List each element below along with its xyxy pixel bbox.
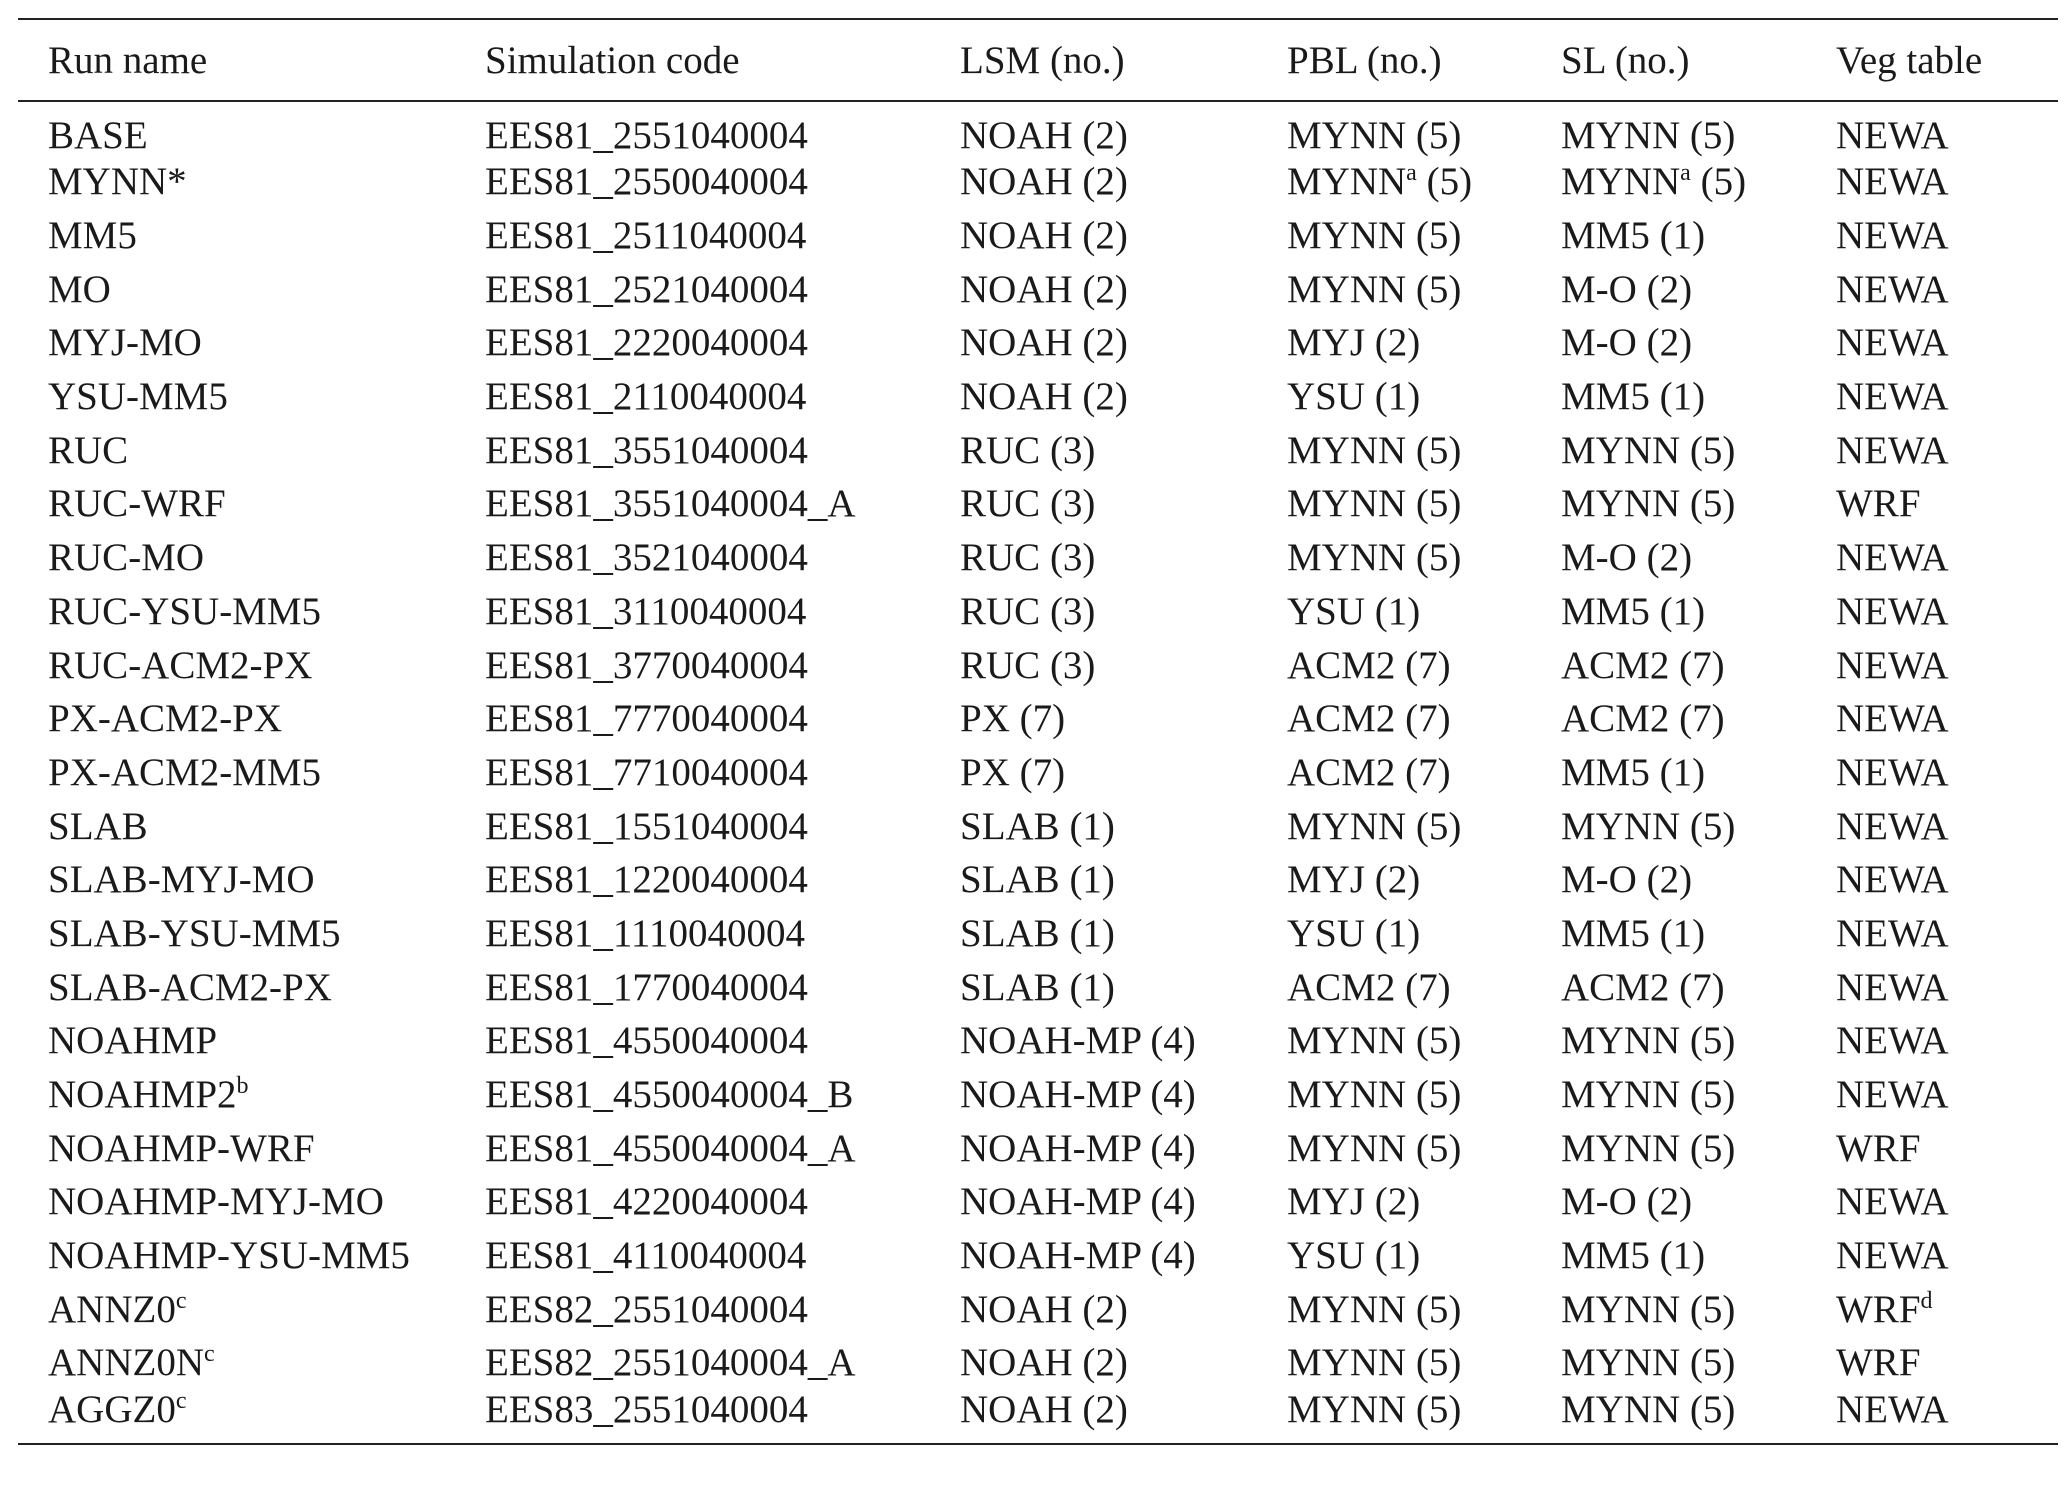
- cell-run-name-text: SLAB-ACM2-PX: [48, 965, 332, 1009]
- cell-veg-table-text: NEWA: [1836, 428, 1949, 472]
- cell-pbl: [1287, 1175, 1561, 1229]
- cell-veg-table: [1836, 585, 2058, 639]
- cell-pbl-text: YSU (1): [1287, 1234, 1421, 1278]
- cell-sl: [1561, 155, 1836, 209]
- cell-run-name-text: RUC-MO: [48, 536, 205, 580]
- cell-pbl: [1287, 1387, 1561, 1444]
- cell-sl: [1561, 1121, 1836, 1175]
- cell-pbl: [1287, 1229, 1561, 1283]
- cell-pbl: [1287, 155, 1561, 209]
- cell-sl: [1561, 692, 1836, 746]
- cell-sl: [1561, 1229, 1836, 1283]
- cell-sl-text: MYNN (5): [1561, 804, 1736, 848]
- cell-veg-table-text: WRF: [1836, 1341, 1921, 1385]
- cell-sl: [1561, 209, 1836, 263]
- cell-run-name: [18, 960, 485, 1014]
- cell-sl-text: M-O (2): [1561, 536, 1693, 580]
- cell-run-name: [18, 477, 485, 531]
- cell-sl-text: MM5 (1): [1561, 214, 1706, 258]
- cell-run-name: [18, 262, 485, 316]
- cell-sl-text: MYNN (5): [1561, 114, 1736, 157]
- cell-simulation-code: EES82_2551040004_A: [485, 1341, 856, 1385]
- cell-run-name-text: NOAHMP-MYJ-MO: [48, 1180, 384, 1224]
- cell-sl: [1561, 960, 1836, 1014]
- cell-lsm: NOAH (2): [960, 214, 1128, 258]
- cell-lsm: RUC (3): [960, 643, 1096, 687]
- cell-lsm: PX (7): [960, 750, 1066, 794]
- cell-pbl: [1287, 101, 1561, 155]
- cell-run-name-text: MM5: [48, 214, 137, 258]
- cell-run-name: [18, 1121, 485, 1175]
- cell-pbl-text: MYNN (5): [1287, 1287, 1462, 1331]
- cell-sl: [1561, 370, 1836, 424]
- cell-lsm: NOAH-MP (4): [960, 1234, 1196, 1278]
- cell-lsm: SLAB (1): [960, 965, 1115, 1009]
- cell-run-name: [18, 531, 485, 585]
- cell-sl-text: ACM2 (7): [1561, 697, 1725, 741]
- cell-sl: [1561, 531, 1836, 585]
- cell-pbl: [1287, 1121, 1561, 1175]
- table-row: [18, 960, 2058, 1014]
- cell-sl-suffix: (5): [1690, 160, 1747, 204]
- cell-sl-text: MM5 (1): [1561, 750, 1706, 794]
- cell-sl-text: MM5 (1): [1561, 911, 1706, 955]
- cell-sl-text: MYNN (5): [1561, 1287, 1736, 1331]
- cell-sl: [1561, 262, 1836, 316]
- table-row: [18, 1229, 2058, 1283]
- cell-sl: [1561, 1175, 1836, 1229]
- header-row: [18, 19, 2058, 101]
- cell-lsm: RUC (3): [960, 589, 1096, 633]
- cell-simulation-code: EES81_4550040004_B: [485, 1073, 854, 1117]
- cell-veg-table: [1836, 423, 2058, 477]
- cell-run-name: [18, 316, 485, 370]
- cell-pbl: [1287, 1014, 1561, 1068]
- cell-run-name-footnote-mark: c: [175, 1387, 187, 1414]
- cell-sl-text: ACM2 (7): [1561, 965, 1725, 1009]
- cell-veg-table: [1836, 370, 2058, 424]
- cell-sl: [1561, 638, 1836, 692]
- cell-veg-table-text: NEWA: [1836, 589, 1949, 633]
- cell-run-name: [18, 1387, 485, 1444]
- cell-sl: [1561, 1387, 1836, 1444]
- cell-pbl-text: ACM2 (7): [1287, 697, 1451, 741]
- cell-run-name-text: RUC-WRF: [48, 482, 226, 526]
- cell-lsm: RUC (3): [960, 536, 1096, 580]
- cell-veg-table-text: WRF: [1836, 1287, 1921, 1331]
- cell-veg-table-text: NEWA: [1836, 114, 1949, 157]
- cell-pbl: [1287, 209, 1561, 263]
- cell-simulation-code: EES83_2551040004: [485, 1387, 808, 1431]
- table-row: [18, 907, 2058, 961]
- cell-sl-text: MYNN (5): [1561, 428, 1736, 472]
- header-run-name: Run name: [48, 38, 208, 82]
- cell-run-name: [18, 1229, 485, 1283]
- cell-pbl: [1287, 1336, 1561, 1390]
- cell-pbl-text: ACM2 (7): [1287, 750, 1451, 794]
- cell-run-name: [18, 370, 485, 424]
- cell-veg-table: [1836, 1175, 2058, 1229]
- table-row: [18, 638, 2058, 692]
- header-simulation-code: Simulation code: [485, 38, 740, 82]
- cell-sl: [1561, 907, 1836, 961]
- cell-simulation-code: EES81_4110040004: [485, 1234, 807, 1278]
- cell-veg-table-text: WRF: [1836, 1126, 1921, 1170]
- cell-lsm: NOAH (2): [960, 114, 1128, 157]
- cell-lsm: RUC (3): [960, 482, 1096, 526]
- cell-pbl: [1287, 316, 1561, 370]
- cell-lsm: RUC (3): [960, 428, 1096, 472]
- table-row: [18, 585, 2058, 639]
- cell-run-name: [18, 853, 485, 907]
- cell-pbl-text: MYNN (5): [1287, 428, 1462, 472]
- cell-lsm: NOAH-MP (4): [960, 1180, 1196, 1224]
- cell-simulation-code: EES81_2511040004: [485, 214, 807, 258]
- cell-sl-text: MYNN (5): [1561, 1073, 1736, 1117]
- cell-pbl-text: YSU (1): [1287, 589, 1421, 633]
- table-row: [18, 799, 2058, 853]
- cell-simulation-code: EES81_7710040004: [485, 750, 808, 794]
- cell-veg-table: [1836, 155, 2058, 209]
- cell-run-name-text: BASE: [48, 114, 148, 157]
- cell-pbl-text: MYNN (5): [1287, 214, 1462, 258]
- cell-veg-table-text: NEWA: [1836, 697, 1949, 741]
- cell-pbl-suffix: (5): [1416, 160, 1473, 204]
- cell-veg-table: [1836, 1387, 2058, 1444]
- cell-pbl: [1287, 262, 1561, 316]
- cell-sl: [1561, 853, 1836, 907]
- table-row: [18, 477, 2058, 531]
- cell-simulation-code: EES81_1220040004: [485, 858, 808, 902]
- table-body: [18, 101, 2058, 1444]
- table-row: [18, 101, 2058, 155]
- cell-veg-table: [1836, 1336, 2058, 1390]
- cell-veg-table: [1836, 1121, 2058, 1175]
- cell-pbl-text: MYNN: [1287, 160, 1407, 204]
- cell-pbl-text: MYNN (5): [1287, 1073, 1462, 1117]
- cell-run-name: [18, 155, 485, 209]
- cell-run-name-footnote-mark: c: [175, 1287, 187, 1314]
- cell-simulation-code: EES81_2551040004: [485, 114, 808, 157]
- cell-sl: [1561, 316, 1836, 370]
- cell-simulation-code: EES81_1551040004: [485, 804, 808, 848]
- cell-sl-text: MYNN (5): [1561, 482, 1736, 526]
- cell-simulation-code: EES81_2110040004: [485, 375, 807, 419]
- cell-veg-table-text: NEWA: [1836, 267, 1949, 311]
- cell-veg-table-text: NEWA: [1836, 1073, 1949, 1117]
- cell-pbl-text: MYNN (5): [1287, 1341, 1462, 1385]
- cell-pbl: [1287, 907, 1561, 961]
- cell-run-name-text: NOAHMP-WRF: [48, 1126, 315, 1170]
- cell-sl-text: M-O (2): [1561, 858, 1693, 902]
- cell-veg-table: [1836, 209, 2058, 263]
- cell-sl-text: M-O (2): [1561, 321, 1693, 365]
- header-veg-table: Veg table: [1836, 38, 1983, 82]
- cell-veg-table: [1836, 1282, 2058, 1336]
- cell-pbl: [1287, 1282, 1561, 1336]
- cell-lsm: NOAH-MP (4): [960, 1019, 1196, 1063]
- cell-run-name: [18, 638, 485, 692]
- cell-pbl: [1287, 853, 1561, 907]
- cell-veg-table: [1836, 799, 2058, 853]
- cell-run-name-footnote-mark: b: [236, 1073, 249, 1100]
- cell-veg-table: [1836, 907, 2058, 961]
- cell-veg-table: [1836, 853, 2058, 907]
- cell-pbl-text: YSU (1): [1287, 911, 1421, 955]
- cell-sl-text: M-O (2): [1561, 267, 1693, 311]
- cell-run-name: [18, 209, 485, 263]
- cell-veg-table: [1836, 746, 2058, 800]
- cell-lsm: SLAB (1): [960, 858, 1115, 902]
- cell-simulation-code: EES81_3110040004: [485, 589, 807, 633]
- cell-pbl-text: MYJ (2): [1287, 858, 1421, 902]
- simulation-table-container: [18, 18, 2058, 1445]
- cell-pbl-text: MYJ (2): [1287, 1180, 1421, 1224]
- table-row: [18, 531, 2058, 585]
- cell-simulation-code: EES81_3770040004: [485, 643, 808, 687]
- cell-run-name-text: NOAHMP: [48, 1019, 218, 1063]
- cell-pbl-text: MYJ (2): [1287, 321, 1421, 365]
- cell-run-name: [18, 746, 485, 800]
- cell-run-name-text: PX-ACM2-PX: [48, 697, 283, 741]
- cell-lsm: SLAB (1): [960, 911, 1115, 955]
- cell-pbl: [1287, 799, 1561, 853]
- cell-run-name-text: RUC-ACM2-PX: [48, 643, 313, 687]
- cell-veg-table-text: WRF: [1836, 482, 1921, 526]
- table-row: [18, 155, 2058, 209]
- cell-veg-table-text: NEWA: [1836, 160, 1949, 204]
- cell-veg-table-text: NEWA: [1836, 214, 1949, 258]
- cell-pbl-text: YSU (1): [1287, 375, 1421, 419]
- cell-pbl-footnote-mark: a: [1406, 160, 1417, 187]
- cell-lsm: NOAH (2): [960, 267, 1128, 311]
- cell-simulation-code: EES81_4550040004_A: [485, 1126, 856, 1170]
- cell-pbl: [1287, 1068, 1561, 1122]
- simulation-table: [18, 18, 2058, 1445]
- cell-simulation-code: EES81_2521040004: [485, 267, 808, 311]
- cell-veg-table-text: NEWA: [1836, 858, 1949, 902]
- table-row: [18, 316, 2058, 370]
- cell-run-name: [18, 101, 485, 155]
- cell-run-name-text: ANNZ0N: [48, 1341, 204, 1385]
- table-row: [18, 692, 2058, 746]
- cell-run-name: [18, 1282, 485, 1336]
- cell-simulation-code: EES81_2220040004: [485, 321, 808, 365]
- cell-simulation-code: EES81_2550040004: [485, 160, 808, 204]
- cell-run-name: [18, 1068, 485, 1122]
- cell-veg-table: [1836, 262, 2058, 316]
- cell-simulation-code: EES81_1770040004: [485, 965, 808, 1009]
- cell-sl: [1561, 1282, 1836, 1336]
- cell-veg-table: [1836, 1068, 2058, 1122]
- cell-veg-table: [1836, 960, 2058, 1014]
- cell-veg-table-text: NEWA: [1836, 643, 1949, 687]
- header-sl: SL (no.): [1561, 38, 1690, 82]
- cell-run-name-text: YSU-MM5: [48, 375, 228, 419]
- cell-veg-table-text: NEWA: [1836, 1387, 1949, 1431]
- cell-veg-table-text: NEWA: [1836, 321, 1949, 365]
- header-pbl: PBL (no.): [1287, 38, 1442, 82]
- cell-simulation-code: EES81_4550040004: [485, 1019, 808, 1063]
- cell-lsm: NOAH (2): [960, 1341, 1128, 1385]
- cell-run-name: [18, 1336, 485, 1390]
- cell-lsm: NOAH (2): [960, 321, 1128, 365]
- cell-run-name: [18, 692, 485, 746]
- table-row: [18, 1175, 2058, 1229]
- cell-run-name-text: MYJ-MO: [48, 321, 202, 365]
- cell-lsm: NOAH-MP (4): [960, 1073, 1196, 1117]
- table-row: [18, 1121, 2058, 1175]
- cell-pbl: [1287, 423, 1561, 477]
- cell-sl: [1561, 799, 1836, 853]
- cell-pbl: [1287, 585, 1561, 639]
- cell-veg-table-text: NEWA: [1836, 1019, 1949, 1063]
- cell-run-name-text: MO: [48, 267, 111, 311]
- cell-sl-footnote-mark: a: [1680, 160, 1691, 187]
- cell-sl: [1561, 585, 1836, 639]
- cell-run-name-text: NOAHMP2: [48, 1073, 237, 1117]
- cell-lsm: NOAH (2): [960, 375, 1128, 419]
- cell-veg-table: [1836, 1014, 2058, 1068]
- cell-pbl: [1287, 692, 1561, 746]
- cell-run-name-footnote-mark: c: [203, 1341, 215, 1368]
- cell-run-name-text: RUC: [48, 428, 129, 472]
- cell-sl: [1561, 423, 1836, 477]
- cell-sl-text: MYNN: [1561, 160, 1681, 204]
- cell-pbl-text: MYNN (5): [1287, 1126, 1462, 1170]
- cell-simulation-code: EES81_4220040004: [485, 1180, 808, 1224]
- cell-sl-text: MYNN (5): [1561, 1341, 1736, 1385]
- cell-pbl: [1287, 746, 1561, 800]
- cell-veg-table-text: NEWA: [1836, 1234, 1949, 1278]
- table-row: [18, 209, 2058, 263]
- cell-pbl-text: MYNN (5): [1287, 1387, 1462, 1431]
- cell-sl: [1561, 1336, 1836, 1390]
- table-row: [18, 423, 2058, 477]
- cell-run-name: [18, 423, 485, 477]
- cell-veg-table: [1836, 692, 2058, 746]
- cell-simulation-code: EES82_2551040004: [485, 1287, 808, 1331]
- cell-run-name-text: AGGZ0: [48, 1387, 176, 1431]
- cell-run-name: [18, 585, 485, 639]
- cell-run-name-text: MYNN*: [48, 160, 187, 204]
- cell-sl-text: MM5 (1): [1561, 375, 1706, 419]
- cell-veg-table-text: NEWA: [1836, 1180, 1949, 1224]
- table-row: [18, 1068, 2058, 1122]
- cell-pbl-text: ACM2 (7): [1287, 965, 1451, 1009]
- cell-lsm: NOAH (2): [960, 160, 1128, 204]
- cell-veg-table-text: NEWA: [1836, 965, 1949, 1009]
- cell-sl: [1561, 101, 1836, 155]
- cell-run-name-text: SLAB-YSU-MM5: [48, 911, 341, 955]
- cell-sl: [1561, 1014, 1836, 1068]
- cell-sl: [1561, 746, 1836, 800]
- cell-pbl: [1287, 531, 1561, 585]
- cell-pbl-text: ACM2 (7): [1287, 643, 1451, 687]
- table-row: [18, 1390, 2058, 1444]
- cell-sl: [1561, 477, 1836, 531]
- cell-veg-table: [1836, 101, 2058, 155]
- cell-veg-table-text: NEWA: [1836, 375, 1949, 419]
- cell-veg-table: [1836, 638, 2058, 692]
- cell-veg-table-text: NEWA: [1836, 804, 1949, 848]
- cell-sl: [1561, 1068, 1836, 1122]
- cell-pbl-text: MYNN (5): [1287, 267, 1462, 311]
- cell-run-name: [18, 1014, 485, 1068]
- cell-simulation-code: EES81_1110040004: [485, 911, 805, 955]
- cell-veg-table: [1836, 477, 2058, 531]
- table-row: [18, 1336, 2058, 1390]
- cell-run-name-text: SLAB-MYJ-MO: [48, 858, 315, 902]
- cell-pbl: [1287, 477, 1561, 531]
- table-row: [18, 370, 2058, 424]
- table-row: [18, 853, 2058, 907]
- table-row: [18, 746, 2058, 800]
- cell-sl-text: MYNN (5): [1561, 1126, 1736, 1170]
- cell-veg-table-text: NEWA: [1836, 750, 1949, 794]
- cell-run-name-text: PX-ACM2-MM5: [48, 750, 322, 794]
- cell-pbl-text: MYNN (5): [1287, 114, 1462, 157]
- cell-sl-text: M-O (2): [1561, 1180, 1693, 1224]
- cell-veg-table-text: NEWA: [1836, 911, 1949, 955]
- cell-veg-table: [1836, 531, 2058, 585]
- cell-lsm: NOAH (2): [960, 1287, 1128, 1331]
- cell-sl-text: MYNN (5): [1561, 1019, 1736, 1063]
- table-row: [18, 1282, 2058, 1336]
- table-row: [18, 1014, 2058, 1068]
- cell-run-name-text: NOAHMP-YSU-MM5: [48, 1234, 410, 1278]
- cell-pbl: [1287, 370, 1561, 424]
- cell-sl-text: MM5 (1): [1561, 1234, 1706, 1278]
- cell-simulation-code: EES81_3521040004: [485, 536, 808, 580]
- cell-veg-table-footnote-mark: d: [1920, 1287, 1933, 1314]
- cell-run-name-text: SLAB: [48, 804, 148, 848]
- cell-pbl-text: MYNN (5): [1287, 1019, 1462, 1063]
- cell-veg-table-text: NEWA: [1836, 536, 1949, 580]
- cell-pbl: [1287, 960, 1561, 1014]
- cell-pbl-text: MYNN (5): [1287, 536, 1462, 580]
- cell-lsm: NOAH (2): [960, 1387, 1128, 1431]
- cell-simulation-code: EES81_3551040004_A: [485, 482, 856, 526]
- cell-sl-text: MYNN (5): [1561, 1387, 1736, 1431]
- cell-run-name: [18, 799, 485, 853]
- cell-run-name-text: ANNZ0: [48, 1287, 176, 1331]
- cell-simulation-code: EES81_3551040004: [485, 428, 808, 472]
- cell-pbl: [1287, 638, 1561, 692]
- cell-lsm: SLAB (1): [960, 804, 1115, 848]
- cell-sl-text: MM5 (1): [1561, 589, 1706, 633]
- cell-lsm: PX (7): [960, 697, 1066, 741]
- cell-pbl-text: MYNN (5): [1287, 482, 1462, 526]
- cell-lsm: NOAH-MP (4): [960, 1126, 1196, 1170]
- cell-pbl-text: MYNN (5): [1287, 804, 1462, 848]
- cell-simulation-code: EES81_7770040004: [485, 697, 808, 741]
- cell-run-name: [18, 907, 485, 961]
- header-lsm: LSM (no.): [960, 38, 1125, 82]
- cell-veg-table: [1836, 1229, 2058, 1283]
- table-row: [18, 262, 2058, 316]
- cell-sl-text: ACM2 (7): [1561, 643, 1725, 687]
- cell-run-name-text: RUC-YSU-MM5: [48, 589, 322, 633]
- cell-run-name: [18, 1175, 485, 1229]
- table-header: [18, 19, 2058, 101]
- cell-veg-table: [1836, 316, 2058, 370]
